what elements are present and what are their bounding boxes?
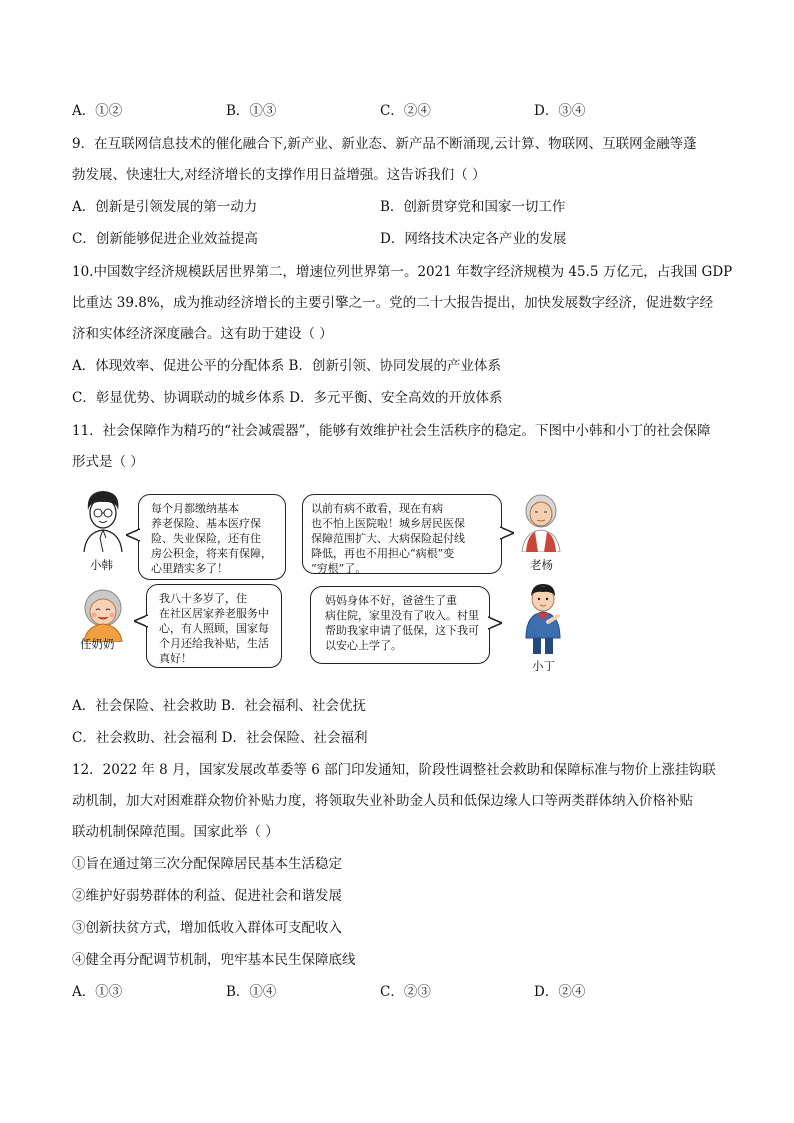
q9-option-b: B．创新贯穿党和国家一切工作	[380, 199, 566, 215]
bubble-tail-left-2	[134, 614, 148, 628]
q9-stem-line-2: 勃发展、快速壮大,对经济增长的支撑作用日益增强。这告诉我们（ ）	[72, 167, 486, 183]
elderly-man-illustration	[516, 490, 566, 552]
name-laoyang: 老杨	[530, 558, 553, 572]
q12-option-a: A．①③	[72, 984, 123, 1000]
q10-stem-line-2: 比重达 39.8%，成为推动经济增长的主要引擎之一。党的二十大报告提出，加快发展数字经济，促进数字经	[72, 295, 714, 311]
q9-option-d: D．网络技术决定各产业的发展	[380, 231, 567, 247]
name-xiaoding: 小丁	[532, 659, 555, 673]
q8-option-d: D．③④	[534, 103, 586, 119]
bubble-tail-left	[126, 528, 140, 542]
q12-statement-4: ④健全再分配调节机制，兜牢基本民生保障底线	[72, 952, 356, 968]
q11-option-cd: C．社会救助、社会福利 D．社会保险、社会福利	[72, 730, 368, 746]
name-xiaohan: 小韩	[90, 558, 113, 572]
q12-stem-line-2: 动机制，加大对困难群众物价补贴力度，将领取失业补助金人员和低保边缘人口等两类群体纳入价格补贴	[72, 793, 693, 809]
speech-bubble-xiaoding: 妈妈身体不好，爸爸生了重 病住院，家里没有了收入。村里 帮助我家申请了低保，这下我可 以安心上学了。	[310, 586, 490, 664]
q8-option-c: C．②④	[380, 103, 431, 119]
q9-option-a: A．创新是引领发展的第一动力	[72, 199, 258, 215]
q9-stem-line-1: 9．在互联网信息技术的催化融合下,新产业、新业态、新产品不断涌现,云计算、物联网、互联网金融等蓬	[72, 136, 697, 152]
speech-bubble-laoyang: 以前有病不敢看，现在有病 也不怕上医院啦！城乡居民医保 保障范围扩大、大病保险起付线 降低，再也不用担心“病根”变 “穷根”了。	[302, 494, 502, 574]
speech-bubble-xiaohan: 每个月都缴纳基本 养老保险、基本医疗保 险、失业保险，还有住 房公积金，将来有保障， 心里踏实多了！	[138, 494, 286, 580]
q9-option-c: C．创新能够促进企业效益提高	[72, 231, 258, 247]
q10-option-ab: A．体现效率、促进公平的分配体系 B．创新引领、协同发展的产业体系	[72, 358, 501, 374]
boy-student-illustration	[520, 582, 566, 656]
grandmother-illustration	[76, 586, 130, 642]
name-ren-nainai: 任奶奶	[80, 637, 115, 651]
q11-stem-line-1: 11．社会保障作为精巧的“社会减震器”，能够有效维护社会生活秩序的稳定。下图中小韩和小丁的社会保障	[72, 423, 711, 439]
q12-statement-3: ③创新扶贫方式，增加低收入群体可支配收入	[72, 920, 342, 936]
q12-stem-line-1: 12．2022 年 8 月，国家发展改革委等 6 部门印发通知，阶段性调整社会救助和保障标准与物价上涨挂钩联	[72, 762, 716, 778]
q11-stem-line-2: 形式是（ ）	[72, 454, 144, 470]
young-man-illustration	[78, 488, 128, 552]
q10-stem-line-1: 10.中国数字经济规模跃居世界第二，增速位列世界第一。2021 年数字经济规模为 45.5 万亿元，占我国 GDP	[72, 264, 733, 280]
speech-bubble-ren-nainai: 我八十多岁了，住 在社区居家养老服务中 心，有人照顾，国家每 个月还给我补贴，生活 真好！	[146, 584, 282, 668]
q12-option-d: D．②④	[534, 984, 586, 1000]
q11-option-ab: A．社会保险、社会救助 B．社会福利、社会优抚	[72, 698, 366, 714]
q12-stem-line-3: 联动机制保障范围。国家此举（ ）	[72, 824, 279, 840]
q12-statement-2: ②维护好弱势群体的利益、促进社会和谐发展	[72, 888, 342, 904]
q10-stem-line-3: 济和实体经济深度融合。这有助于建设（ ）	[72, 326, 333, 342]
bubble-tail-right	[500, 526, 514, 540]
q8-option-a: A．①②	[72, 103, 123, 119]
q10-option-cd: C．彰显优势、协调联动的城乡体系 D．多元平衡、安全高效的开放体系	[72, 390, 503, 406]
q12-option-b: B．①④	[226, 984, 277, 1000]
q12-option-c: C．②③	[380, 984, 431, 1000]
bubble-tail-right-2	[488, 616, 502, 630]
q8-option-b: B．①③	[226, 103, 277, 119]
q12-statement-1: ①旨在通过第三次分配保障居民基本生活稳定	[72, 856, 342, 872]
